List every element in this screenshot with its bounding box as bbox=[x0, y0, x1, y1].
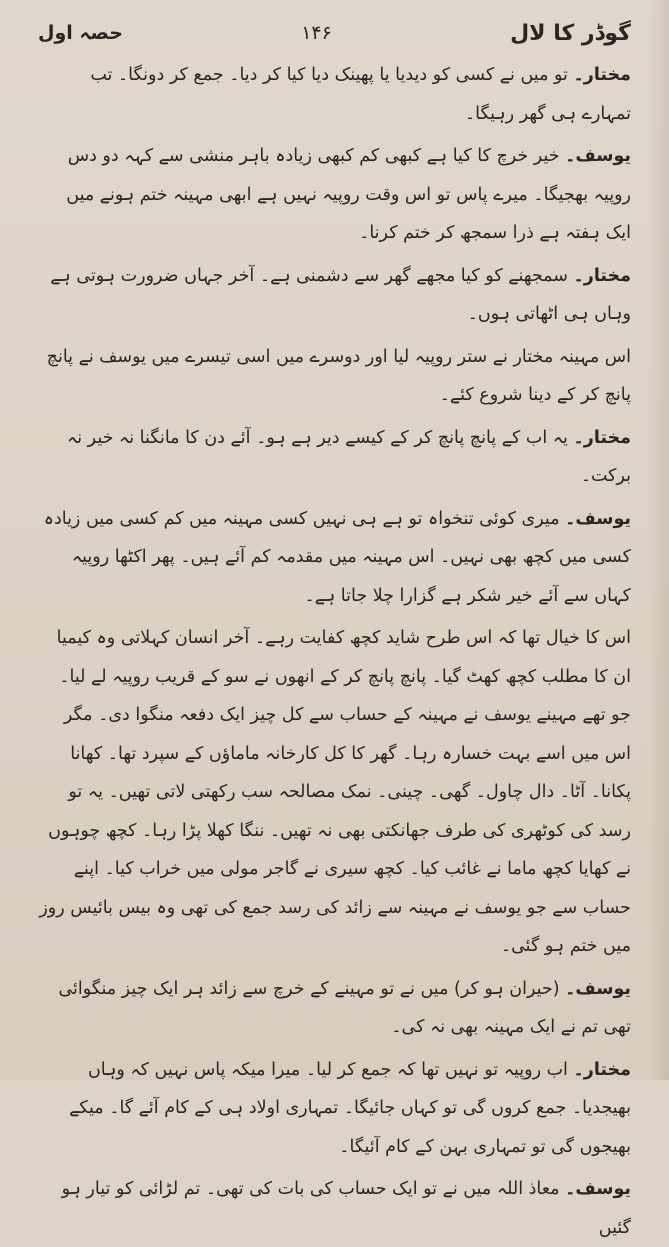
speaker-label: مختار۔ bbox=[573, 265, 631, 286]
speaker-label: یوسف۔ bbox=[565, 1179, 631, 1199]
paragraph bbox=[38, 419, 631, 496]
page-header bbox=[38, 10, 631, 56]
speaker-label: یوسف۔ bbox=[565, 146, 631, 166]
speaker-label: یوسف۔ bbox=[565, 978, 631, 999]
paragraph bbox=[38, 1170, 631, 1247]
paragraph-text: میری کوئی تنخواہ تو ہے ہی نہیں کسی مہینہ میں کم کسی میں زیادہ کسی میں کچھ بھی نہیں۔ اس مہینہ میں مقدمہ کم آئے ہیں۔ پھر اکٹھا روپیہ کہاں سے آئے خیر شکر ہے گزارا چلا جاتا ہے۔ bbox=[43, 508, 631, 606]
speaker-label: مختار۔ bbox=[573, 1059, 631, 1080]
paragraph-text: یہ اب کے پانچ پانچ کر کے کیسے دیر ہے ہو۔ آئے دن کا مانگنا نہ خیر نہ برکت۔ bbox=[66, 427, 631, 486]
paragraph-text: تو میں نے کسی کو دیدیا یا پھینک دیا کیا کر دیا۔ جمع کر دونگا۔ تب تمہارے ہی گھر رہیگا۔ bbox=[90, 65, 631, 124]
page-body bbox=[38, 56, 631, 1247]
page-number: ۱۴۶ bbox=[301, 22, 332, 44]
paragraph-text: (حیران ہو کر) میں نے تو مہینے کے خرچ سے زائد ہر ایک چیز منگوائی تھی تم نے ایک مہینہ بھی نہ کی۔ bbox=[58, 978, 631, 1037]
speaker-label: مختار۔ bbox=[573, 65, 631, 85]
paragraph bbox=[38, 619, 631, 966]
paragraph bbox=[38, 56, 631, 133]
paragraph bbox=[38, 137, 631, 253]
paragraph-text: اس کا خیال تھا کہ اس طرح شاید کچھ کفایت رہے۔ آخر انسان کہلاتی وہ کیمیا ان کا مطلب کچھ کھٹ گیا۔ پانچ پانچ کر کے انھوں نے سو کے قریب روپیہ لے لیا۔ جو تھے مہینے یوسف نے مہینہ کے حساب سے کل چیز ایک دفعہ منگوا دی۔ مگر اس میں اسے بہت خسارہ رہا۔ گھر کا کل کارخانہ ماماؤں کے سپرد تھا۔ کھانا پکانا۔ آٹا۔ دال چاول۔ گھی۔ چینی۔ نمک مصالحہ سب رکھتی لاتی تھیں۔ یہ تو رسد کی کوٹھری کی طرف جھانکتی بھی نہ تھیں۔ ننگا کھلا پڑا رہا۔ کچھ چوہوں نے کھایا کچھ ماما نے غائب کیا۔ کچھ سیری نے گاجر مولی میں خراب کیا۔ اپنے حساب سے جو یوسف نے مہینہ سے زائد کی رسد جمع کی تھی وہ بیس بائیس روز میں ختم ہو گئی۔ bbox=[39, 628, 631, 956]
paragraph-text: سمجھنے کو کیا مجھے گھر سے دشمنی ہے۔ آخر جہاں ضرورت ہوتی ہے وہاں ہی اٹھاتی ہوں۔ bbox=[50, 265, 631, 324]
paragraph bbox=[38, 1051, 631, 1167]
paragraph bbox=[38, 970, 631, 1047]
paragraph bbox=[38, 338, 631, 415]
paragraph bbox=[38, 500, 631, 616]
section-label: حصہ اول bbox=[38, 22, 123, 44]
paragraph-text: خیر خرچ کا کیا ہے کبھی کم کبھی زیادہ باہر منشی سے کہہ دو دس روپیہ بھجیگا۔ میرے پاس تو اس وقت روپیہ نہیں ہے ابھی مہینہ ختم ہونے میں ایک ہفتہ ہے ذرا سمجھ کر ختم کرنا۔ bbox=[66, 146, 631, 243]
book-title: گوڈر کا لال bbox=[510, 20, 631, 46]
paragraph-text: اب روپیہ تو نہیں تھا کہ جمع کر لیا۔ میرا میکہ پاس نہیں کہ وہاں بھیجدیا۔ جمع کروں گی تو کہاں جائیگا۔ تمہاری اولاد ہی کے کام آئے گا۔ میکے بھیجوں گی تو تمہاری بہن کے کام آئیگا۔ bbox=[69, 1059, 631, 1157]
paragraph bbox=[38, 257, 631, 334]
paragraph-text: اس مہینہ مختار نے ستر روپیہ لیا اور دوسرے میں اسی تیسرے میں یوسف نے پانچ پانچ کر کے دینا شروع کئے۔ bbox=[46, 346, 631, 405]
paragraph-text: معاذ اللہ میں نے تو ایک حساب کی بات کی تھی۔ تم لڑائی کو تیار ہو گئیں bbox=[61, 1179, 631, 1238]
speaker-label: یوسف۔ bbox=[565, 508, 631, 529]
speaker-label: مختار۔ bbox=[573, 427, 631, 448]
